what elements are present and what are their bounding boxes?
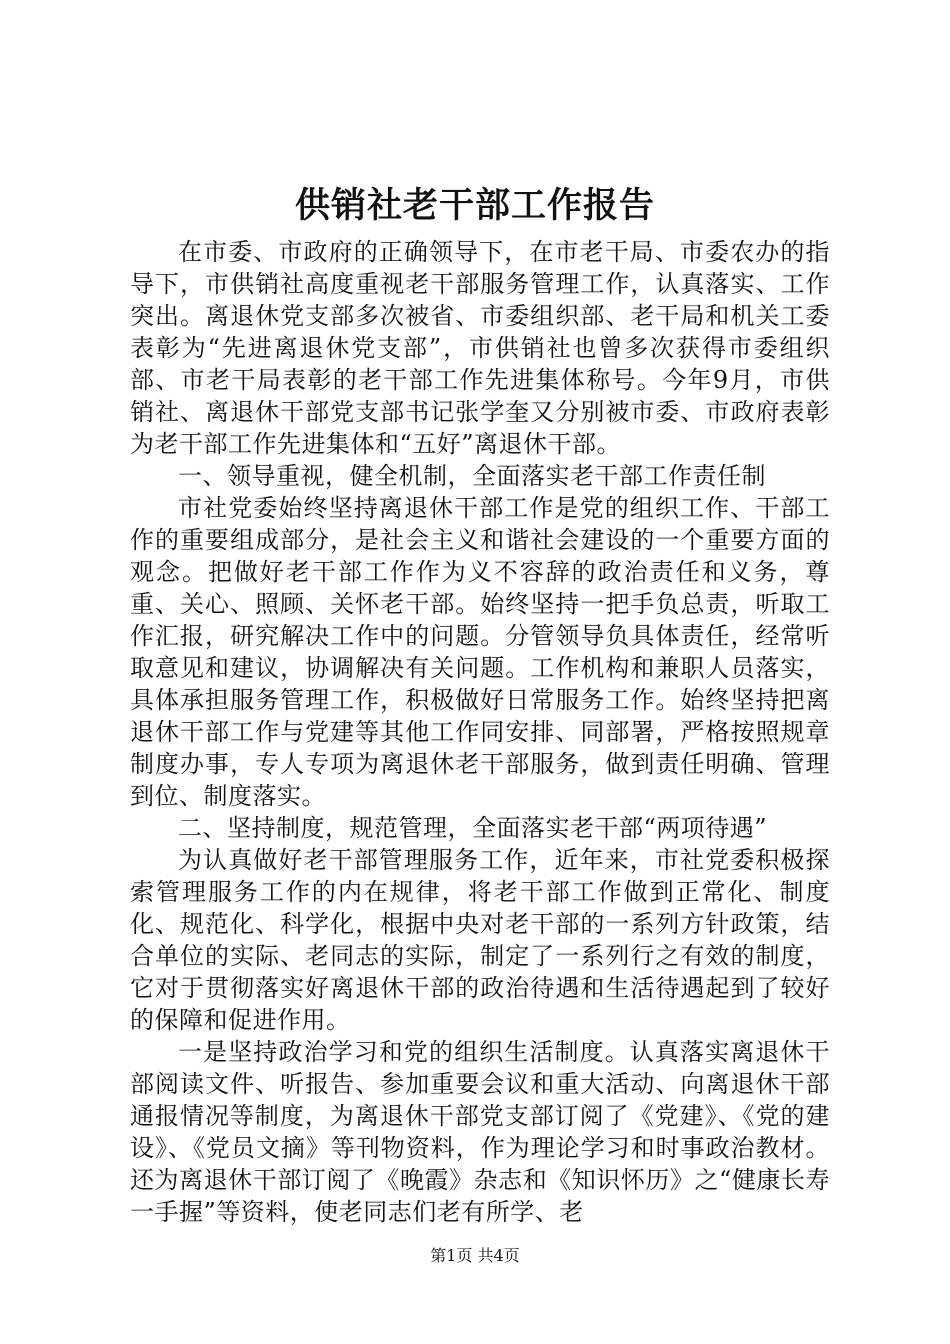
page-footer: 第1页 共4页 <box>430 1246 520 1265</box>
paragraph-section-2: 为认真做好老干部管理服务工作，近年来，市社党委积极探索管理服务工作的内在规律，将老干部工作做到正常化、制度化、规范化、科学化，根据中央对老干部的一系列方针政策，结合单位的实际、老同志的实际，制定了一系列行之有效的制度，它对于贯彻落实好离退休干部的政治待遇和生活待遇起到了较好的保障和促进作用。 <box>130 846 830 1034</box>
paragraph-intro: 在市委、市政府的正确领导下，在市老干局、市委农办的指导下，市供销社高度重视老干部服务管理工作，认真落实、工作突出。离退休党支部多次被省、市委组织部、老干局和机关工委表彰为“先进离退休党支部”，市供销社也曾多次获得市委组织部、市老干局表彰的老干部工作先进集体称号。今年9月，市供销社、离退休干部党支部书记张学奎又分别被市委、市政府表彰为老干部工作先进集体和“五好”离退休干部。 <box>130 238 830 458</box>
document-title: 供销社老干部工作报告 <box>294 185 655 226</box>
section-heading-2: 二、坚持制度，规范管理，全面落实老干部“两项待遇” <box>178 814 768 842</box>
section-heading-1: 一、领导重视，健全机制，全面落实老干部工作责任制 <box>178 462 766 490</box>
paragraph-point-1: 一是坚持政治学习和党的组织生活制度。认真落实离退休干部阅读文件、听报告、参加重要会议和重大活动、向离退休干部通报情况等制度，为离退休干部党支部订阅了《党建》、《党的建设》、《党员文摘》等刊物资料，作为理论学习和时事政治教材。还为离退休干部订阅了《晚霞》杂志和《知识怀历》之“健康长寿一手握”等资料，使老同志们老有所学、老 <box>130 1038 830 1226</box>
paragraph-section-1: 市社党委始终坚持离退休干部工作是党的组织工作、干部工作的重要组成部分，是社会主义和谐社会建设的一个重要方面的观念。把做好老干部工作作为义不容辞的政治责任和义务，尊重、关心、照顾、关怀老干部。始终坚持一把手负总责，听取工作汇报，研究解决工作中的问题。分管领导负具体责任，经常听取意见和建议，协调解决有关问题。工作机构和兼职人员落实，具体承担服务管理工作，积极做好日常服务工作。始终坚持把离退休干部工作与党建等其他工作同安排、同部署，严格按照规章制度办事，专人专项为离退休老干部服务，做到责任明确、管理到位、制度落实。 <box>130 494 830 810</box>
document-body <box>130 236 830 1228</box>
